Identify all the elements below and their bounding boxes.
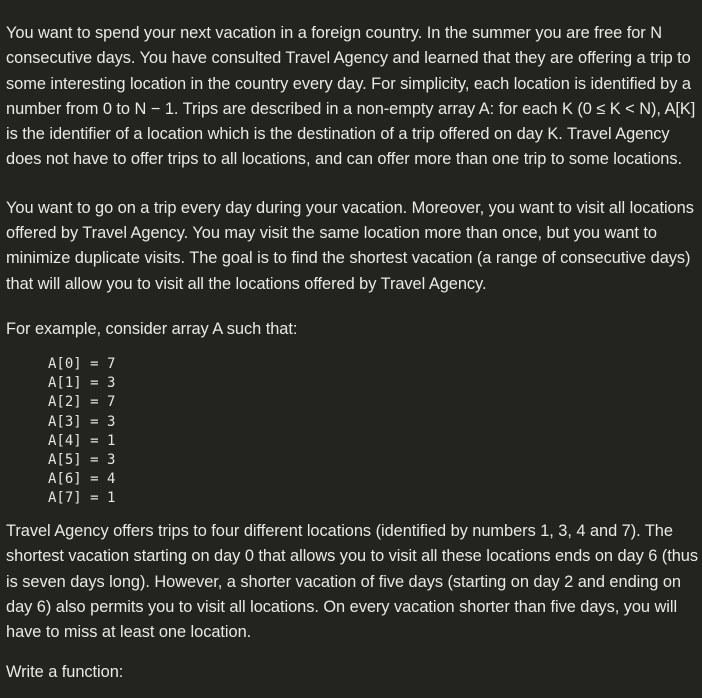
paragraph-example-intro: For example, consider array A such that: — [6, 319, 298, 338]
code-line: A[2] = 7 — [48, 394, 116, 411]
code-line: A[7] = 1 — [48, 489, 116, 506]
code-line: A[4] = 1 — [48, 432, 116, 449]
code-line: A[6] = 4 — [48, 470, 116, 487]
code-line: A[0] = 7 — [48, 356, 116, 373]
paragraph-intro: You want to spend your next vacation in a foreign country. In the summer you are free for N consecutive days. You have consulted Travel Agency and learned that they are offering a trip to some interesting location in the country every day. For simplicity, each location is identified by a number from 0 to N − 1. Trips are described in a non-empty array A: for each K (0 ≤ K < N), A[K] is the identifier of a location which is the destination of a trip offered on day K. Travel Agency does not have to offer trips to all locations, and can offer more than one trip to some locations. — [6, 24, 696, 169]
example-array-code-block — [48, 355, 702, 508]
paragraph-write-function: Write a function: — [6, 662, 124, 681]
paragraph-example-explanation: Travel Agency offers trips to four different locations (identified by numbers 1, 3, 4 and 7). The shortest vacation starting on day 0 that allows you to visit all these locations ends on day 6 (thus is seven days long). However, a shorter vacation of five days (starting on day 2 and ending on day 6) also permits you to visit all locations. On every vacation shorter than five days, you will have to miss at least one location. — [6, 522, 698, 642]
code-line: A[3] = 3 — [48, 413, 116, 430]
code-line: A[5] = 3 — [48, 451, 116, 468]
paragraph-goal: You want to go on a trip every day during your vacation. Moreover, you want to visit all locations offered by Travel Agency. You may visit the same location more than once, but you want to minimize duplicate visits. The goal is to find the shortest vacation (a range of consecutive days) that will allow you to visit all the locations offered by Travel Agency. — [6, 198, 694, 293]
code-line: A[1] = 3 — [48, 375, 116, 392]
